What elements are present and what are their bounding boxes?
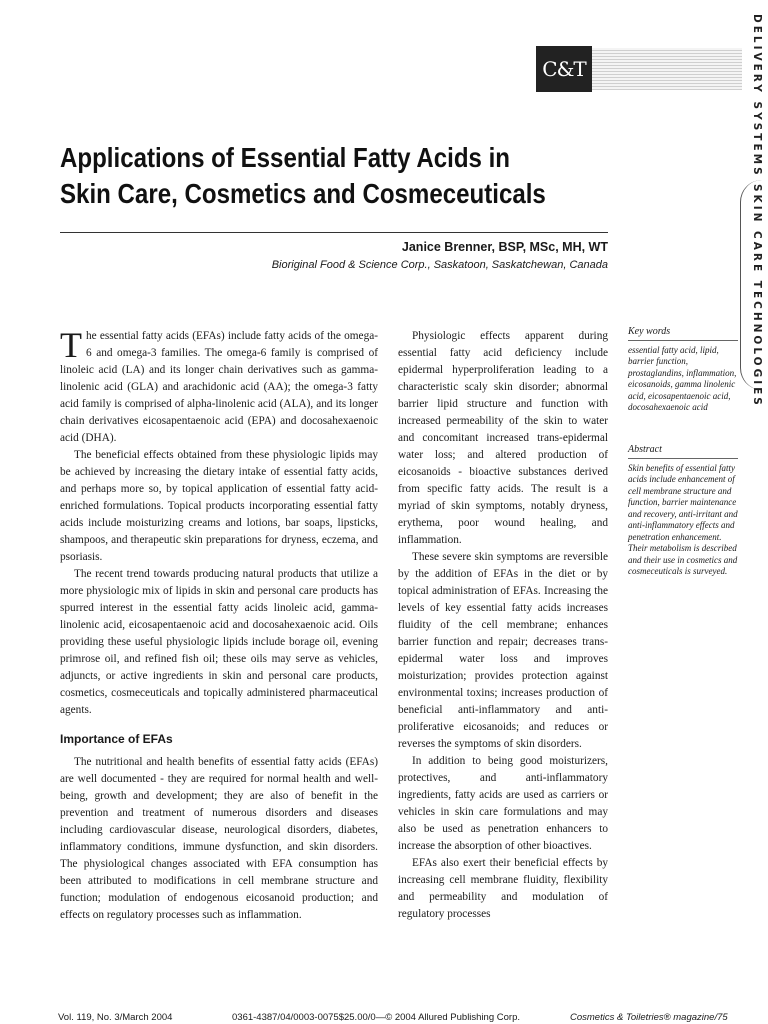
drop-cap: T: [60, 325, 82, 365]
footer-copyright: 0361-4387/04/0003-0075$25.00/0—© 2004 Allured Publishing Corp.: [232, 1012, 520, 1023]
title-divider: [60, 232, 608, 233]
author-affiliation: Bioriginal Food & Science Corp., Saskatoon, Saskatchewan, Canada: [271, 259, 608, 271]
keywords-text: essential fatty acid, lipid, barrier function, prostaglandins, inflammation, eicosanoids, gamma linolenic acid, eicosapentaenoic acid, docosahexaenoic acid: [628, 344, 737, 412]
paragraph: The nutritional and health benefits of essential fatty acids (EFAs) are well documented - they are required for normal health and well-being, growth and development; they are also of benefit in the prevention and treatment of numerous disorders and diseases including cardiovascular disease, neurological disorders, diabetes, inflammatory conditions, immune dysfunction, and skin disorders. The physiological changes associated with EFA consumption has been attributed to modifications in cell membrane structure and function; modulation of endogenous eicosanoid production; and effects on regulatory processes such as inflammation.: [60, 756, 378, 921]
paragraph: Physiologic effects apparent during essential fatty acid deficiency include epidermal hyperproliferation leading to a characteristic scaly skin disorder; abnormal barrier lipid structure and function with increased permeability of the skin to water and concomitant increased trans-epidermal water loss; and altered production of eicosanoids - bioactive substances derived from specific fatty acids. The result is a myriad of skin symptoms, notably dryness, erythema, poor wound healing, and inflammation.: [398, 330, 608, 546]
paragraph: The beneficial effects obtained from these physiologic lipids may be achieved by increasing the dietary intake of essential fatty acids, and perhaps more so, by topical application of essential fatty acid-enriched formulations. Topical products incorporating essential fatty acids include moisturizing creams and lotions, bar soaps, lipsticks, shampoos, and therapeutic skin preparations for dryness, eczema, and psoriasis.: [60, 449, 378, 563]
keywords-heading: Key words: [628, 326, 738, 341]
paragraph: EFAs also exert their beneficial effects by increasing cell membrane fluidity, flexibility and permeability and modulation of regulatory processes: [398, 857, 608, 920]
footer-volume: Vol. 119, No. 3/March 2004: [58, 1012, 173, 1023]
abstract-text: Skin benefits of essential fatty acids include enhancement of cell membrane structure and function, barrier maintenance and recovery, anti-irritant and anti-inflammatory effects and penetration enhancement. Their metabolism is described and their use in cosmetics and cosmeceuticals is surveyed.: [628, 462, 738, 576]
paragraph: The recent trend towards producing natural products that utilize a more physiologic mix of lipids in skin and personal care products has spurred interest in the essential fatty acids linoleic acid, gamma-linolenic acid, eicosapentaenoic acid and docosahexaenoic acid. Oils providing these useful physiologic lipids include borage oil, evening primrose oil, and refined fish oil; these oils may serve as vehicles, adjuncts, or active ingredients in skin and personal care products, cosmetics, cosmeceuticals and topically administered pharmaceutical agents.: [60, 568, 378, 716]
title-line-1: Applications of Essential Fatty Acids in: [60, 142, 511, 173]
body-column-1: [60, 325, 378, 924]
paragraph: These severe skin symptoms are reversible by the addition of EFAs in the diet or by topical administration of EFAs. Increasing the levels of key essential fatty acids increases fluidity of the cell membrane; enhances barrier function and repair; decreases trans-epidermal water loss and improves moisturization; provides protection against environmental toxins; increases production of beneficial anti-inflammatory and anti-proliferative eicosanoids; and reduces or reverses the symptoms of skin disorders.: [398, 551, 608, 750]
section-label-skin-care-technologies: SKIN CARE TECHNOLOGIES: [751, 184, 763, 408]
paragraph: [60, 325, 378, 447]
body-column-2: [398, 328, 608, 923]
footer-magazine-page: Cosmetics & Toiletries® magazine/75: [570, 1012, 728, 1023]
title-line-2: Skin Care, Cosmetics and Cosmeceuticals: [60, 178, 546, 209]
keywords-box: [628, 326, 738, 414]
abstract-heading: Abstract: [628, 444, 738, 459]
section-heading: Importance of EFAs: [60, 732, 173, 746]
paragraph: In addition to being good moisturizers, protectives, and anti-inflammatory ingredients, fatty acids are used as carriers or vehicles in skin care formulations and may also be used as penetration enhancers to increase the absorption of other bioactives.: [398, 755, 608, 852]
abstract-box: [628, 444, 738, 578]
logo-texture-band: [592, 48, 742, 90]
journal-logo: C&T: [536, 46, 592, 92]
article-title: [60, 140, 546, 212]
paragraph-text: he essential fatty acids (EFAs) include fatty acids of the omega-6 and omega-3 families. The omega-6 family is comprised of linoleic acid (LA) and its longer chain derivatives such as gamma-linolenic acid (GLA) and arachidonic acid (AA); the omega-3 fatty acid family is comprised of alpha-linolenic acid (ALA), and its longer chain derivatives eicosapentaenoic acid (EPA) and docosahexaenoic acid (DHA).: [60, 330, 378, 444]
author-name: Janice Brenner, BSP, MSc, MH, WT: [401, 240, 608, 254]
section-label-delivery-systems: DELIVERY SYSTEMS: [751, 14, 763, 178]
